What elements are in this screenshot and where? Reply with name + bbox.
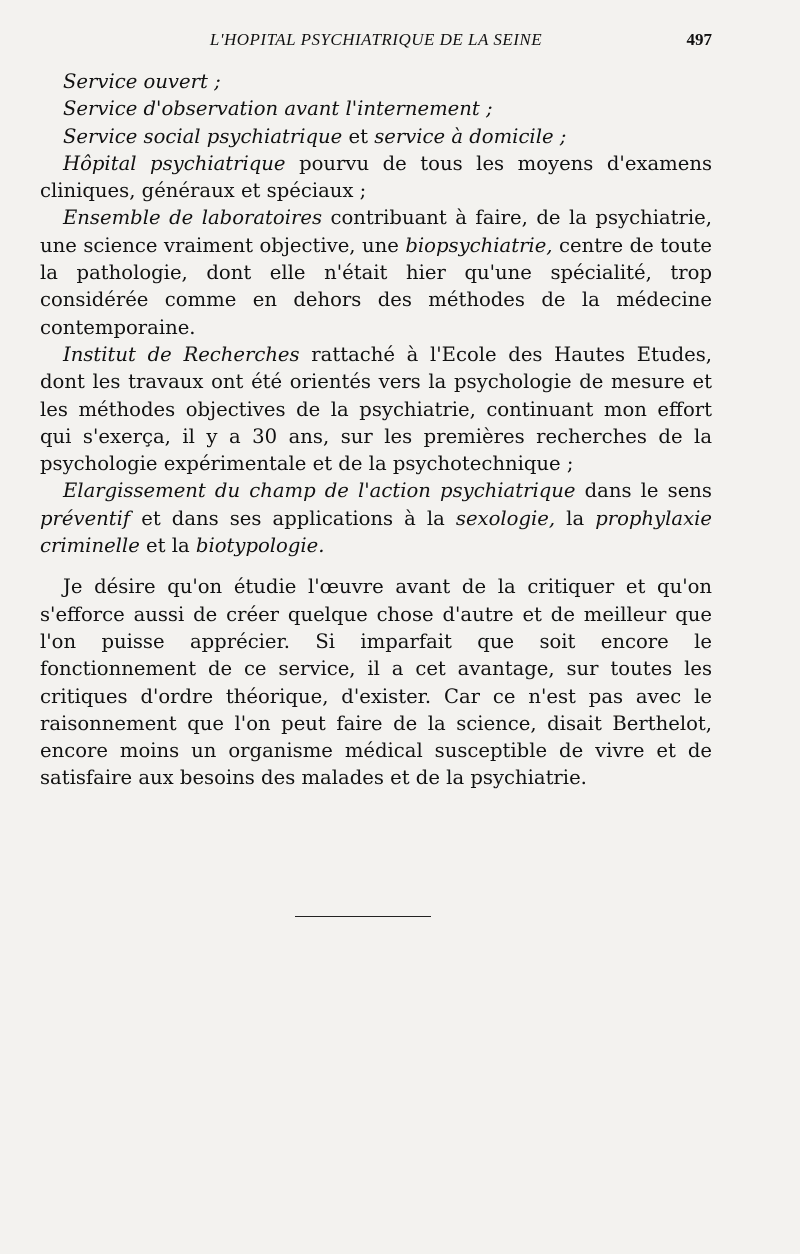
paragraph-service-social	[40, 123, 712, 150]
text-run: centre de toute la pathologie, dont elle n'était hier qu'une spécialité, trop considérée comme en dehors des méthodes de la médecine contemporaine.	[40, 233, 712, 339]
text-run: contribuant à faire, de la psychiatrie, une science vraiment objective, une	[40, 206, 712, 257]
italic-term: Service d'observation avant l'internement ;	[63, 97, 493, 121]
italic-term: Service ouvert ;	[63, 70, 221, 93]
italic-term: service à domicile ;	[374, 124, 567, 148]
italic-term: Service social psychiatrique	[63, 124, 343, 148]
italic-term: biotypologie.	[195, 534, 325, 558]
italic-term: préventif	[40, 506, 131, 530]
text-run: et la	[139, 534, 196, 558]
paragraph-service-ouvert	[40, 68, 712, 95]
italic-term: Hôpital psychiatrique	[63, 151, 286, 175]
paragraph-service-observation	[40, 95, 712, 122]
paragraph-conclusion: Je désire qu'on étudie l'œuvre avant de la critiquer et qu'on s'efforce aussi de créer quelque chose d'autre et de meilleur que l'on puisse apprécier. Si imparfait que soit encore le fonctionnement de ce service, il a cet avantage, sur toutes les critiques d'ordre théorique, d'exister. Car ce n'est pas avec le raisonnement que l'on peut faire de la science, disait Berthelot, encore moins un organisme médical susceptible de vivre et de satisfaire aux besoins des malades et de la psychiatrie.	[40, 575, 712, 790]
paragraph-laboratoires	[40, 204, 712, 340]
section-divider-rule	[295, 916, 431, 917]
body-text	[40, 68, 712, 792]
text-run: la	[555, 506, 596, 530]
page-number: 497	[686, 30, 712, 49]
italic-term: prophylaxie criminelle	[40, 506, 712, 558]
paragraph-elargissement	[40, 477, 712, 559]
italic-term: biopsychiatrie,	[405, 233, 553, 257]
italic-term: Institut de Recherches	[63, 342, 300, 366]
italic-term: Ensemble de laboratoires	[63, 206, 322, 230]
text-run: et	[342, 124, 375, 148]
italic-term: Elargissement du champ de l'action psychiatrique	[63, 479, 576, 503]
text-run: rattaché à l'Ecole des Hautes Etudes, dont les travaux ont été orientés vers la psychologie de mesure et les méthodes objectives de la psychiatrie, continuant mon effort qui s'exerça, il y a 30 ans, sur les premières recherches de la psychologie expérimentale et de la psychotechnique ;	[40, 342, 712, 476]
paragraph-institut	[40, 341, 712, 477]
text-run: dans le sens	[575, 479, 712, 503]
text-run: et dans ses applications à la	[130, 506, 456, 530]
text-run: pourvu de tous les moyens d'examens cliniques, généraux et spéciaux ;	[40, 151, 712, 203]
paragraph-hopital	[40, 150, 712, 205]
running-title: L'HOPITAL PSYCHIATRIQUE DE LA SEINE	[209, 30, 543, 49]
italic-term: sexologie,	[455, 506, 556, 530]
page-header	[40, 30, 712, 56]
